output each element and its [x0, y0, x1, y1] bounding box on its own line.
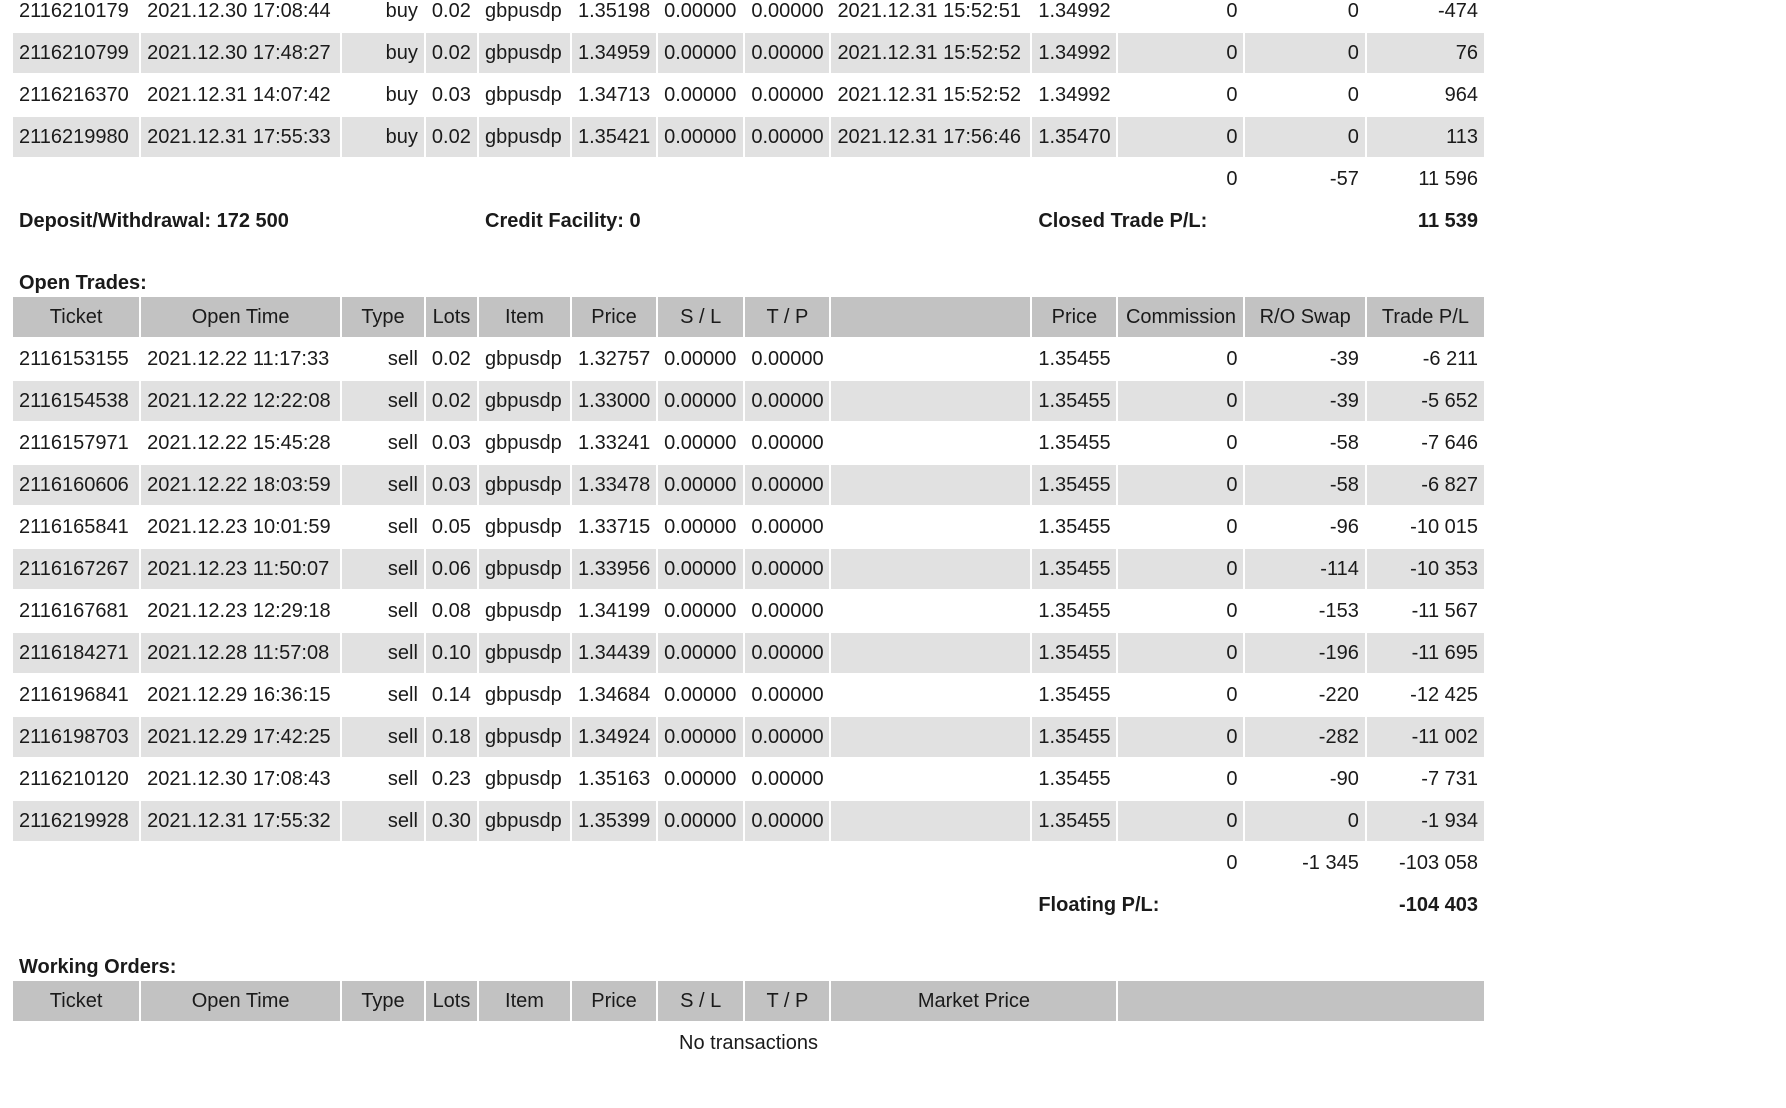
cell-profit: -5 652 [1367, 381, 1484, 421]
cell-open-time: 2021.12.22 18:03:59 [141, 465, 340, 505]
cell-tp: 0.00000 [745, 801, 829, 841]
report-body [13, 0, 1484, 1063]
closed-trade-row [13, 117, 1484, 157]
cell-item: gbpusdp [479, 549, 570, 589]
cell-lots: 0.06 [426, 549, 477, 589]
cell-sl: 0.00000 [658, 633, 743, 673]
cell-close-time [831, 423, 1030, 463]
header-type: Type [342, 981, 424, 1021]
cell-profit: -1 934 [1367, 801, 1484, 841]
cell-close-time [831, 381, 1030, 421]
cell-tp: 0.00000 [751, 431, 824, 454]
cell-ticket: 2116167267 [13, 549, 139, 589]
cell-tp: 0.00000 [745, 33, 829, 73]
cell-ticket: 2116167681 [19, 599, 129, 622]
open-trade-row [13, 381, 1484, 421]
cell-open-time: 2021.12.23 11:50:07 [141, 549, 340, 589]
cell-item: gbpusdp [485, 683, 562, 706]
cell-tp: 0.00000 [751, 515, 824, 538]
cell-swap: 0 [1347, 0, 1359, 22]
cell-item: gbpusdp [479, 381, 570, 421]
cell-lots: 0.03 [431, 431, 471, 454]
cell-price: 1.33715 [577, 515, 651, 538]
cell-swap: -39 [1329, 347, 1359, 370]
cell-ticket: 2116210799 [13, 33, 139, 73]
cell-price: 1.34959 [572, 33, 656, 73]
cell-close-time [831, 507, 1030, 547]
open-trade-row [13, 801, 1484, 841]
cell-close-price: 1.35470 [1032, 117, 1116, 157]
cell-swap: 0 [1245, 117, 1364, 157]
cell-open-time: 2021.12.30 17:08:43 [147, 767, 331, 790]
header-close-time [831, 297, 1030, 337]
cell-item: gbpusdp [485, 83, 562, 106]
cell-item: gbpusdp [479, 633, 570, 673]
header-profit: Trade P/L [1367, 297, 1484, 337]
cell-item: gbpusdp [479, 33, 570, 73]
cell-item: gbpusdp [485, 515, 562, 538]
cell-open-time: 2021.12.30 17:48:27 [141, 33, 340, 73]
cell-price: 1.35198 [577, 0, 651, 22]
cell-profit: -10 353 [1367, 549, 1484, 589]
deposit-withdrawal: Deposit/Withdrawal: 172 500 [19, 209, 289, 232]
cell-type: buy [385, 83, 418, 106]
cell-sl: 0.00000 [658, 33, 743, 73]
cell-close-price: 1.35455 [1038, 767, 1111, 790]
cell-price: 1.33478 [572, 465, 656, 505]
total-profit: -103 058 [1399, 851, 1478, 874]
header-swap: R/O Swap [1245, 297, 1364, 337]
cell-swap: -196 [1245, 633, 1364, 673]
closed-pl-label: Closed Trade P/L: [1038, 209, 1208, 232]
cell-commission: 0 [1226, 0, 1238, 22]
cell-sl: 0.00000 [664, 683, 737, 706]
cell-swap: 0 [1245, 33, 1364, 73]
credit-facility: Credit Facility: 0 [485, 209, 641, 232]
header-type: Type [342, 297, 424, 337]
cell-tp: 0.00000 [745, 381, 829, 421]
cell-commission: 0 [1226, 683, 1238, 706]
cell-open-time: 2021.12.22 12:22:08 [141, 381, 340, 421]
open-trade-row [13, 633, 1484, 673]
open-trade-row [13, 759, 1484, 799]
floating-pl-value: -104 403 [1399, 893, 1478, 916]
cell-open-time: 2021.12.22 15:45:28 [147, 431, 331, 454]
cell-item: gbpusdp [479, 717, 570, 757]
cell-item: gbpusdp [479, 465, 570, 505]
open-trade-row [13, 591, 1484, 631]
cell-close-time [831, 591, 1030, 631]
cell-close-time [831, 633, 1030, 673]
open-trade-row [13, 507, 1484, 547]
cell-lots: 0.05 [431, 515, 471, 538]
header-price: Price [572, 297, 656, 337]
cell-profit: -11 695 [1367, 633, 1484, 673]
cell-type: sell [387, 599, 418, 622]
cell-lots: 0.02 [431, 0, 471, 22]
cell-swap: -58 [1329, 431, 1359, 454]
cell-open-time: 2021.12.23 10:01:59 [147, 515, 331, 538]
cell-type: sell [342, 717, 424, 757]
cell-ticket: 2116216370 [19, 83, 129, 106]
cell-tp: 0.00000 [751, 683, 824, 706]
cell-lots: 0.02 [426, 117, 477, 157]
cell-price: 1.34199 [577, 599, 651, 622]
report-table [11, 0, 1486, 1065]
header-item: Item [479, 297, 570, 337]
cell-price: 1.33000 [572, 381, 656, 421]
cell-sl: 0.00000 [664, 83, 737, 106]
header-ticket: Ticket [13, 297, 139, 337]
cell-type: buy [342, 117, 424, 157]
cell-open-time: 2021.12.28 11:57:08 [141, 633, 340, 673]
cell-type: sell [387, 767, 418, 790]
cell-commission: 0 [1118, 549, 1243, 589]
cell-open-time: 2021.12.22 11:17:33 [147, 347, 330, 370]
section-title-row [13, 927, 1484, 979]
header-commission: Commission [1118, 297, 1243, 337]
cell-profit: -6 827 [1367, 465, 1484, 505]
cell-close-price: 1.35455 [1038, 431, 1111, 454]
open-trade-row [13, 717, 1484, 757]
open-trade-row [13, 549, 1484, 589]
total-swap: -57 [1329, 167, 1359, 190]
cell-profit: -7 731 [1421, 767, 1478, 790]
cell-item: gbpusdp [485, 347, 562, 370]
cell-profit: 113 [1367, 117, 1484, 157]
cell-swap: 0 [1245, 801, 1364, 841]
cell-lots: 0.18 [426, 717, 477, 757]
header-sl: S / L [658, 297, 743, 337]
cell-close-time: 2021.12.31 15:52:52 [831, 33, 1030, 73]
cell-close-price: 1.35455 [1038, 515, 1111, 538]
cell-close-time: 2021.12.31 15:52:52 [837, 83, 1021, 106]
cell-profit: 964 [1444, 83, 1478, 106]
header-blank [1118, 981, 1484, 1021]
cell-lots: 0.10 [426, 633, 477, 673]
header-sl: S / L [658, 981, 743, 1021]
cell-ticket: 2116157971 [19, 431, 129, 454]
cell-ticket: 2116219928 [13, 801, 139, 841]
cell-close-price: 1.34992 [1038, 0, 1111, 22]
header-price: Price [572, 981, 656, 1021]
cell-swap: -220 [1318, 683, 1359, 706]
working-orders-header [13, 981, 1484, 1021]
cell-price: 1.35163 [577, 767, 651, 790]
cell-open-time: 2021.12.23 12:29:18 [147, 599, 331, 622]
cell-tp: 0.00000 [751, 83, 824, 106]
cell-open-time: 2021.12.29 16:36:15 [147, 683, 331, 706]
cell-ticket: 2116154538 [13, 381, 139, 421]
cell-ticket: 2116184271 [13, 633, 139, 673]
cell-type: sell [342, 633, 424, 673]
header-tp: T / P [745, 297, 829, 337]
header-open-time: Open Time [141, 297, 340, 337]
cell-ticket: 2116219980 [13, 117, 139, 157]
cell-swap: -90 [1329, 767, 1359, 790]
cell-ticket: 2116198703 [13, 717, 139, 757]
total-commission: 0 [1226, 167, 1238, 190]
cell-open-time: 2021.12.31 17:55:33 [141, 117, 340, 157]
cell-swap: -96 [1329, 515, 1359, 538]
cell-close-time [831, 675, 1030, 715]
cell-sl: 0.00000 [658, 549, 743, 589]
closed-totals-row [13, 159, 1484, 199]
spacer-cell [13, 159, 1116, 199]
cell-close-time [831, 801, 1030, 841]
closed-summary-row [13, 201, 1484, 241]
header-market-price: Market Price [831, 981, 1116, 1021]
cell-profit: -7 646 [1421, 431, 1478, 454]
cell-profit: -11 002 [1367, 717, 1484, 757]
cell-item: gbpusdp [485, 767, 562, 790]
cell-sl: 0.00000 [658, 801, 743, 841]
cell-ticket: 2116196841 [19, 683, 129, 706]
cell-open-time: 2021.12.31 14:07:42 [147, 83, 331, 106]
cell-type: sell [342, 549, 424, 589]
spacer-cell [13, 843, 1116, 883]
cell-close-price: 1.35455 [1032, 717, 1116, 757]
open-totals-row [13, 843, 1484, 883]
cell-profit: -11 567 [1411, 599, 1478, 622]
cell-type: sell [387, 347, 418, 370]
cell-commission: 0 [1226, 515, 1238, 538]
cell-tp: 0.00000 [751, 599, 824, 622]
total-swap: -1 345 [1302, 851, 1359, 874]
cell-commission: 0 [1118, 117, 1243, 157]
cell-close-price: 1.34992 [1032, 33, 1116, 73]
cell-item: gbpusdp [479, 801, 570, 841]
cell-open-time: 2021.12.31 17:55:32 [141, 801, 340, 841]
header-item: Item [479, 981, 570, 1021]
cell-close-price: 1.35455 [1032, 549, 1116, 589]
cell-sl: 0.00000 [664, 431, 737, 454]
closed-pl-value: 11 539 [1417, 209, 1478, 232]
cell-close-time [831, 465, 1030, 505]
cell-close-price: 1.35455 [1038, 347, 1111, 370]
cell-sl: 0.00000 [658, 117, 743, 157]
cell-close-price: 1.35455 [1032, 633, 1116, 673]
header-tp: T / P [745, 981, 829, 1021]
cell-price: 1.34713 [577, 83, 651, 106]
cell-commission: 0 [1118, 33, 1243, 73]
working-orders-empty-row [13, 1023, 1484, 1063]
cell-close-price: 1.35455 [1032, 465, 1116, 505]
header-lots: Lots [426, 297, 477, 337]
cell-type: buy [342, 33, 424, 73]
cell-sl: 0.00000 [658, 465, 743, 505]
open-trades-title: Open Trades: [19, 272, 147, 294]
cell-commission: 0 [1118, 465, 1243, 505]
cell-profit: -6 211 [1422, 347, 1478, 370]
cell-type: sell [387, 683, 418, 706]
cell-commission: 0 [1226, 599, 1238, 622]
closed-trade-row [13, 0, 1484, 31]
working-orders-title: Working Orders: [19, 956, 177, 978]
open-trades-header [13, 297, 1484, 337]
cell-tp: 0.00000 [745, 633, 829, 673]
cell-close-time: 2021.12.31 15:52:51 [837, 0, 1021, 22]
cell-close-price: 1.35455 [1038, 599, 1111, 622]
total-commission: 0 [1226, 851, 1238, 874]
floating-pl-label: Floating P/L: [1038, 893, 1160, 916]
cell-lots: 0.23 [431, 767, 471, 790]
header-lots: Lots [426, 981, 477, 1021]
cell-commission: 0 [1226, 767, 1238, 790]
header-open-time: Open Time [141, 981, 340, 1021]
cell-commission: 0 [1118, 381, 1243, 421]
cell-swap: -114 [1245, 549, 1364, 589]
cell-type: sell [342, 381, 424, 421]
cell-sl: 0.00000 [664, 347, 737, 370]
cell-ticket: 2116160606 [13, 465, 139, 505]
open-trade-row [13, 339, 1484, 379]
cell-sl: 0.00000 [658, 717, 743, 757]
cell-sl: 0.00000 [664, 767, 737, 790]
cell-item: gbpusdp [485, 431, 562, 454]
cell-tp: 0.00000 [751, 767, 824, 790]
cell-price: 1.35399 [572, 801, 656, 841]
cell-type: buy [385, 0, 418, 22]
cell-type: sell [387, 515, 418, 538]
cell-price: 1.32757 [577, 347, 651, 370]
cell-price: 1.34439 [572, 633, 656, 673]
cell-sl: 0.00000 [664, 599, 737, 622]
trade-report [11, 0, 1486, 1065]
cell-price: 1.34924 [572, 717, 656, 757]
cell-ticket: 2116210120 [19, 767, 129, 790]
cell-ticket: 2116165841 [19, 515, 129, 538]
cell-close-price: 1.35455 [1032, 381, 1116, 421]
cell-item: gbpusdp [485, 0, 562, 22]
open-trade-row [13, 675, 1484, 715]
cell-tp: 0.00000 [751, 0, 824, 22]
cell-ticket: 2116210179 [19, 0, 129, 22]
cell-close-time [831, 759, 1030, 799]
total-profit: 11 596 [1418, 167, 1478, 190]
cell-tp: 0.00000 [745, 717, 829, 757]
cell-item: gbpusdp [485, 599, 562, 622]
cell-commission: 0 [1226, 347, 1238, 370]
cell-sl: 0.00000 [664, 0, 737, 22]
cell-swap: 0 [1347, 83, 1359, 106]
cell-item: gbpusdp [479, 117, 570, 157]
open-trade-row [13, 423, 1484, 463]
cell-lots: 0.14 [431, 683, 471, 706]
cell-close-price: 1.35455 [1038, 683, 1111, 706]
cell-price: 1.33241 [577, 431, 651, 454]
closed-trade-row [13, 33, 1484, 73]
cell-lots: 0.02 [426, 381, 477, 421]
cell-profit: -10 015 [1410, 515, 1478, 538]
cell-price: 1.33956 [572, 549, 656, 589]
cell-tp: 0.00000 [745, 117, 829, 157]
cell-price: 1.34684 [577, 683, 651, 706]
floating-pl-row [13, 885, 1484, 925]
cell-sl: 0.00000 [664, 515, 737, 538]
cell-type: sell [342, 465, 424, 505]
cell-close-time [831, 339, 1030, 379]
spacer-cell [13, 885, 1030, 925]
cell-tp: 0.00000 [745, 549, 829, 589]
cell-lots: 0.02 [431, 347, 471, 370]
cell-close-time [831, 717, 1030, 757]
cell-swap: -282 [1245, 717, 1364, 757]
section-title-row [13, 243, 1484, 295]
closed-trade-row [13, 75, 1484, 115]
cell-close-time [831, 549, 1030, 589]
cell-lots: 0.03 [426, 465, 477, 505]
cell-ticket: 2116153155 [19, 347, 129, 370]
cell-commission: 0 [1118, 633, 1243, 673]
cell-swap: -39 [1245, 381, 1364, 421]
cell-commission: 0 [1226, 83, 1238, 106]
cell-open-time: 2021.12.29 17:42:25 [141, 717, 340, 757]
cell-sl: 0.00000 [658, 381, 743, 421]
cell-type: sell [387, 431, 418, 454]
open-trade-row [13, 465, 1484, 505]
cell-type: sell [342, 801, 424, 841]
cell-open-time: 2021.12.30 17:08:44 [147, 0, 331, 22]
cell-tp: 0.00000 [751, 347, 824, 370]
cell-profit: -12 425 [1410, 683, 1478, 706]
cell-close-time: 2021.12.31 17:56:46 [831, 117, 1030, 157]
no-transactions-text: No transactions [679, 1031, 818, 1054]
cell-commission: 0 [1118, 801, 1243, 841]
header-close-price: Price [1032, 297, 1116, 337]
cell-close-price: 1.34992 [1038, 83, 1111, 106]
cell-swap: -153 [1318, 599, 1359, 622]
cell-profit: -474 [1437, 0, 1478, 22]
cell-lots: 0.30 [426, 801, 477, 841]
cell-lots: 0.08 [431, 599, 471, 622]
cell-profit: 76 [1367, 33, 1484, 73]
header-ticket: Ticket [13, 981, 139, 1021]
cell-commission: 0 [1118, 717, 1243, 757]
cell-lots: 0.02 [426, 33, 477, 73]
cell-lots: 0.03 [431, 83, 471, 106]
cell-commission: 0 [1226, 431, 1238, 454]
cell-price: 1.35421 [572, 117, 656, 157]
cell-swap: -58 [1245, 465, 1364, 505]
cell-close-price: 1.35455 [1032, 801, 1116, 841]
cell-tp: 0.00000 [745, 465, 829, 505]
